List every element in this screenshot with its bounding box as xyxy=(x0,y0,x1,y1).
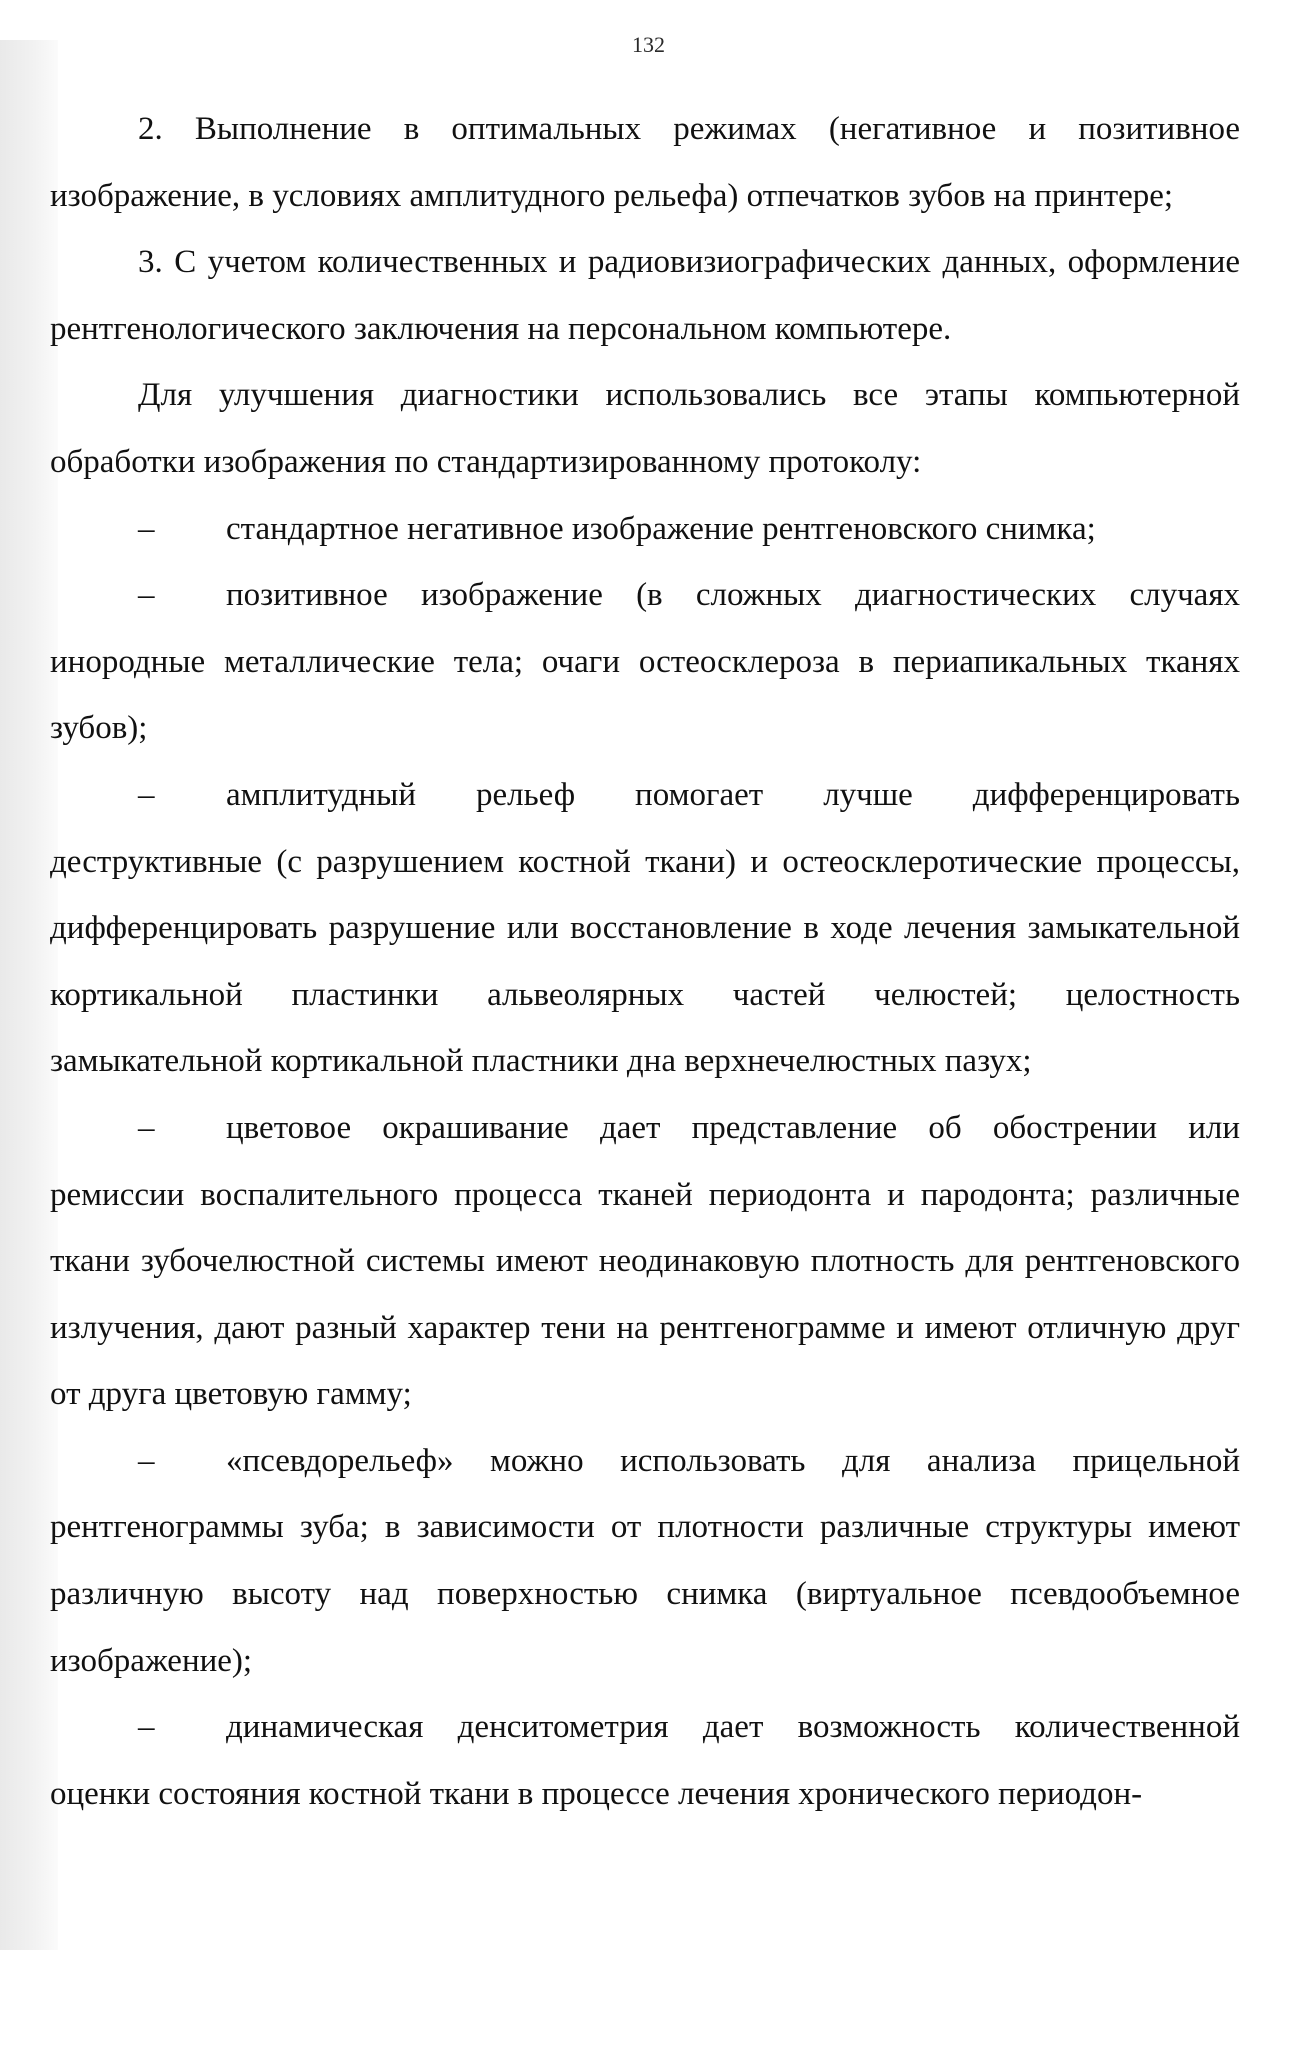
list-dash: – xyxy=(138,577,155,614)
list-item-text: стандартное негативное изображение рентгеновского снимка; xyxy=(226,510,1096,547)
list-item-text: динамическая денситометрия дает возможность количественной оценки состояния костной ткани в процессе лечения хронического периодон- xyxy=(50,1709,1240,1812)
page-body xyxy=(50,96,1240,1827)
list-item xyxy=(50,1428,1240,1694)
list-item xyxy=(50,496,1240,563)
paragraph-intro: Для улучшения диагностики использовались все этапы компьютерной обработки изображения по стандартизированному протоколу: xyxy=(50,377,1240,480)
list-dash: – xyxy=(138,510,155,547)
list-dash: – xyxy=(138,1709,155,1746)
paragraph-item-3: 3. С учетом количественных и радиовизиографических данных, оформление рентгенологического заключения на персональном компьютере. xyxy=(50,244,1240,347)
paragraph-item-2: 2. Выполнение в оптимальных режимах (негативное и позитивное изображение, в условиях амплитудного рельефа) отпечатков зубов на принтере; xyxy=(50,111,1240,214)
list-dash: – xyxy=(138,1109,155,1146)
list-item-text: «псевдорельеф» можно использовать для анализа прицельной рентгенограммы зуба; в зависимости от плотности различные структуры имеют различную высоту над поверхностью снимка (виртуальное псевдообъемное изображение); xyxy=(50,1442,1240,1679)
list-item xyxy=(50,1095,1240,1428)
list-item-text: цветовое окрашивание дает представление об обострении или ремиссии воспалительного процесса тканей периодонта и пародонта; различные ткани зубочелюстной системы имеют неодинаковую плотность для рентгеновского излучения, дают разный характер тени на рентгенограмме и имеют отличную друг от друга цветовую гамму; xyxy=(50,1109,1240,1413)
list-dash: – xyxy=(138,1442,155,1479)
list-item-text: позитивное изображение (в сложных диагностических случаях инородные металлические тела; очаги остеосклероза в периапикальных тканях зубов); xyxy=(50,577,1240,747)
list-dash: – xyxy=(138,776,155,813)
page-number: 132 xyxy=(632,32,665,57)
list-item xyxy=(50,1694,1240,1827)
list-item xyxy=(50,762,1240,1095)
list-item xyxy=(50,562,1240,762)
list-item-text: амплитудный рельеф помогает лучше дифференцировать деструктивные (с разрушением костной ткани) и остеосклеротические процессы, дифференцировать разрушение или восстановление в ходе лечения замыкательной кортикальной пластинки альвеолярных частей челюстей; целостность замыкательной кортикальной пластники дна верхнечелюстных пазух; xyxy=(50,776,1240,1080)
